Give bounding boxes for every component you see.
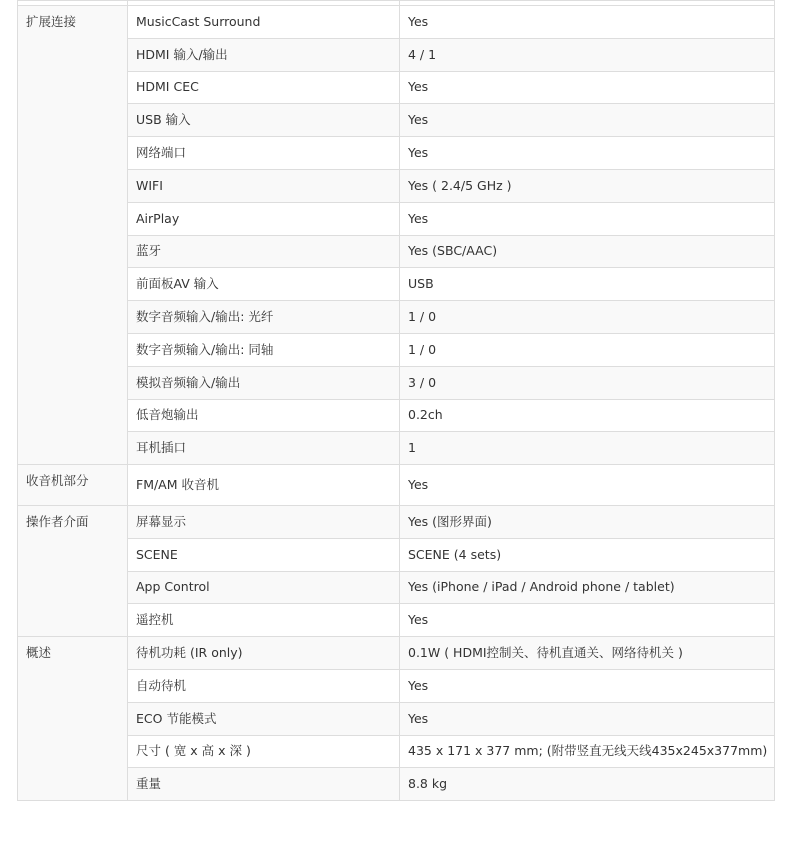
table-row bbox=[18, 6, 775, 39]
spec-label: SCENE bbox=[128, 538, 400, 571]
spec-value: USB bbox=[400, 268, 775, 301]
spec-label: HDMI 输入/输出 bbox=[128, 38, 400, 71]
spec-label: 数字音频输入/输出: 同轴 bbox=[128, 333, 400, 366]
spec-value: 0.2ch bbox=[400, 399, 775, 432]
table-row bbox=[18, 735, 775, 768]
spec-label: FM/AM 收音机 bbox=[128, 465, 400, 506]
spec-value: 8.8 kg bbox=[400, 768, 775, 801]
table-row bbox=[18, 702, 775, 735]
spec-label: 蓝牙 bbox=[128, 235, 400, 268]
table-row bbox=[18, 768, 775, 801]
spec-label: 自动待机 bbox=[128, 669, 400, 702]
spec-label: App Control bbox=[128, 571, 400, 604]
table-row bbox=[18, 538, 775, 571]
spec-label: 遥控机 bbox=[128, 604, 400, 637]
spec-value: Yes bbox=[400, 6, 775, 39]
spec-label: 耳机插口 bbox=[128, 432, 400, 465]
spec-label: 数字音频输入/输出: 光纤 bbox=[128, 301, 400, 334]
table-row bbox=[18, 669, 775, 702]
spec-value: Yes bbox=[400, 202, 775, 235]
spec-label: 网络端口 bbox=[128, 137, 400, 170]
spec-value: Yes bbox=[400, 137, 775, 170]
spec-value: Yes (图形界面) bbox=[400, 505, 775, 538]
spec-value: Yes bbox=[400, 604, 775, 637]
spec-value: 1 bbox=[400, 432, 775, 465]
spec-label: 重量 bbox=[128, 768, 400, 801]
spec-value: Yes bbox=[400, 71, 775, 104]
spec-value: 1 / 0 bbox=[400, 333, 775, 366]
table-row bbox=[18, 432, 775, 465]
category-cell: 概述 bbox=[18, 637, 128, 801]
table-row bbox=[18, 268, 775, 301]
spec-value: Yes bbox=[400, 104, 775, 137]
spec-label: 低音炮输出 bbox=[128, 399, 400, 432]
spec-value: 1 / 0 bbox=[400, 301, 775, 334]
spec-label: MusicCast Surround bbox=[128, 6, 400, 39]
spec-value: Yes ( 2.4/5 GHz ) bbox=[400, 169, 775, 202]
spec-label: 模拟音频输入/输出 bbox=[128, 366, 400, 399]
spec-label: 屏幕显示 bbox=[128, 505, 400, 538]
spec-value: Yes bbox=[400, 669, 775, 702]
spec-value: 4 / 1 bbox=[400, 38, 775, 71]
table-row bbox=[18, 465, 775, 506]
spec-table-body bbox=[18, 1, 775, 801]
spec-value: 435 x 171 x 377 mm; (附带竖直无线天线435x245x377mm) bbox=[400, 735, 775, 768]
spec-label: USB 输入 bbox=[128, 104, 400, 137]
table-row bbox=[18, 71, 775, 104]
spec-value: Yes bbox=[400, 702, 775, 735]
table-row bbox=[18, 169, 775, 202]
table-row bbox=[18, 637, 775, 670]
table-row bbox=[18, 104, 775, 137]
spec-value: Yes (iPhone / iPad / Android phone / tablet) bbox=[400, 571, 775, 604]
table-row bbox=[18, 333, 775, 366]
spec-label: AirPlay bbox=[128, 202, 400, 235]
spec-label: 尺寸 ( 宽 x 高 x 深 ) bbox=[128, 735, 400, 768]
spec-label: ECO 节能模式 bbox=[128, 702, 400, 735]
table-row bbox=[18, 604, 775, 637]
table-row bbox=[18, 399, 775, 432]
table-row bbox=[18, 202, 775, 235]
spec-table bbox=[17, 0, 775, 801]
spec-value: 3 / 0 bbox=[400, 366, 775, 399]
spec-label: HDMI CEC bbox=[128, 71, 400, 104]
spec-value: SCENE (4 sets) bbox=[400, 538, 775, 571]
category-cell: 收音机部分 bbox=[18, 465, 128, 506]
spec-label: 待机功耗 (IR only) bbox=[128, 637, 400, 670]
spec-value: Yes bbox=[400, 465, 775, 506]
spec-label: 前面板AV 输入 bbox=[128, 268, 400, 301]
spec-value: Yes (SBC/AAC) bbox=[400, 235, 775, 268]
table-row bbox=[18, 235, 775, 268]
table-row bbox=[18, 366, 775, 399]
spec-label: WIFI bbox=[128, 169, 400, 202]
spec-value: 0.1W ( HDMI控制关、待机直通关、网络待机关 ) bbox=[400, 637, 775, 670]
table-row bbox=[18, 571, 775, 604]
table-row bbox=[18, 137, 775, 170]
category-cell: 扩展连接 bbox=[18, 6, 128, 465]
table-row bbox=[18, 301, 775, 334]
table-row bbox=[18, 38, 775, 71]
category-cell: 操作者介面 bbox=[18, 505, 128, 636]
table-row bbox=[18, 505, 775, 538]
